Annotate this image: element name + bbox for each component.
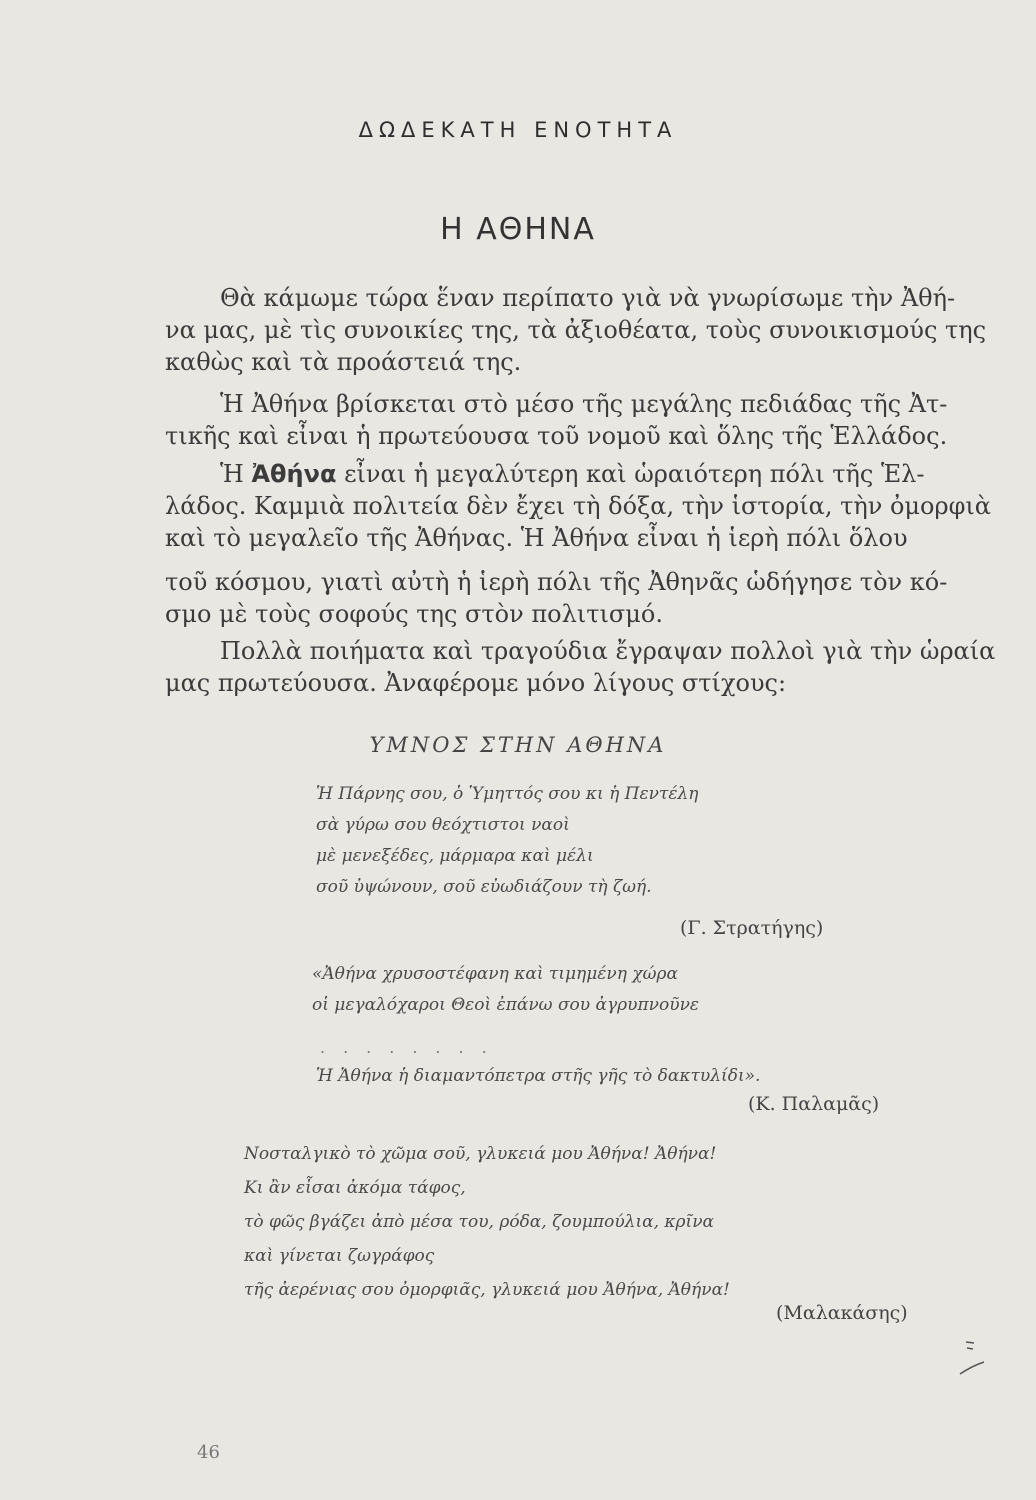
unit-title: ΔΩΔΕΚΑΤΗ ΕΝΟΤΗΤΑ [358,118,678,142]
paragraph-3 [165,458,1000,630]
verse-line: τὸ φῶς βγάζει ἀπὸ μέσα του, ρόδα, ζουμπούλια, κρῖνα [244,1212,715,1232]
verse-line: σὰ γύρω σου θεόχτιστοι ναοὶ [316,815,570,835]
text-line: Θὰ κάμωμε τώρα ἕναν περίπατο γιὰ νὰ γνωρίσωμε τὴν Ἀθή- [220,284,956,312]
text-line: καθὼς καὶ τὰ προάστειά της. [165,348,522,376]
verse-line: καὶ γίνεται ζωγράφος [244,1246,435,1266]
stanza-2 [312,959,699,1021]
text-line: μας πρωτεύουσα. Ἀναφέρομε μόνο λίγους στίχους: [165,669,787,697]
paragraph-2 [165,388,1000,452]
bold-word: Ἀθήνα [251,460,337,488]
page-number: 46 [197,1442,220,1463]
stanza-2-end: Ἡ Ἀθήνα ἡ διαμαντόπετρα στῆς γῆς τὸ δακτυλίδι». [316,1066,761,1086]
ink-mark-icon [958,1338,988,1378]
text-run: εἶναι ἡ μεγαλύτερη καὶ ὡραιότερη πόλι τῆς Ἑλ- [336,460,925,488]
text-line: λάδος. Καμμιὰ πολιτεία δὲν ἔχει τὴ δόξα, τὴν ἱστορία, τὴν ὀμορφιὰ [165,492,991,520]
paragraph-1 [165,282,1000,378]
poem-title: ΥΜΝΟΣ ΣΤΗΝ ΑΘΗΝΑ [369,733,667,757]
author-attribution: (Γ. Στρατήγης) [680,917,824,939]
stanza-1 [316,779,698,903]
author-attribution: (Μαλακάσης) [776,1302,908,1324]
text-line: να μας, μὲ τὶς συνοικίες της, τὰ ἀξιοθέατα, τοὺς συνοικισμούς της [165,316,987,344]
verse-line: Νοσταλγικὸ τὸ χῶμα σοῦ, γλυκειά μου Ἀθήνα! Ἀθήνα! [244,1144,717,1164]
text-line: καὶ τὸ μεγαλεῖο τῆς Ἀθήνας. Ἡ Ἀθήνα εἶναι ἡ ἱερὴ πόλι ὅλου [165,524,908,552]
stanza-3 [244,1137,730,1307]
text-line: τικῆς καὶ εἶναι ἡ πρωτεύουσα τοῦ νομοῦ καὶ ὅλης τῆς Ἑλλάδος. [165,422,948,450]
text-run: Ἡ [220,460,252,488]
verse-line: «Ἀθήνα χρυσοστέφανη καὶ τιμημένη χώρα [312,964,678,984]
text-line: σμο μὲ τοὺς σοφούς της στὸν πολιτισμό. [165,600,663,628]
paragraph-4 [165,635,1000,699]
author-attribution: (Κ. Παλαμᾶς) [748,1093,880,1115]
verse-line: Ἡ Πάρνης σου, ὁ Ὑμηττός σου κι ἡ Πεντέλη [316,784,699,804]
text-line: τοῦ κόσμου, γιατὶ αὐτὴ ἡ ἱερὴ πόλι τῆς Ἀθηνᾶς ὡδήγησε τὸν κό- [165,568,948,596]
verse-line: μὲ μενεξέδες, μάρμαρα καὶ μέλι [316,846,594,866]
chapter-title: Η ΑΘΗΝΑ [440,212,596,247]
verse-line: Κι ἂν εἶσαι ἀκόμα τάφος, [244,1178,466,1198]
text-line: Ἡ Ἀθήνα βρίσκεται στὸ μέσο τῆς μεγάλης πεδιάδας τῆς Ἀτ- [220,390,948,418]
ellipsis-dots: ........ [320,1038,505,1057]
verse-line: τῆς ἀερένιας σου ὀμορφιᾶς, γλυκειά μου Ἀθήνα, Ἀθήνα! [244,1280,730,1300]
verse-line: σοῦ ὑψώνουν, σοῦ εὐωδιάζουν τὴ ζωή. [316,877,652,897]
text-line: Πολλὰ ποιήματα καὶ τραγούδια ἔγραψαν πολλοὶ γιὰ τὴν ὡραία [220,637,996,665]
text-line [165,458,1000,490]
verse-line: οἱ μεγαλόχαροι Θεοὶ ἐπάνω σου ἀγρυπνοῦνε [312,995,700,1015]
